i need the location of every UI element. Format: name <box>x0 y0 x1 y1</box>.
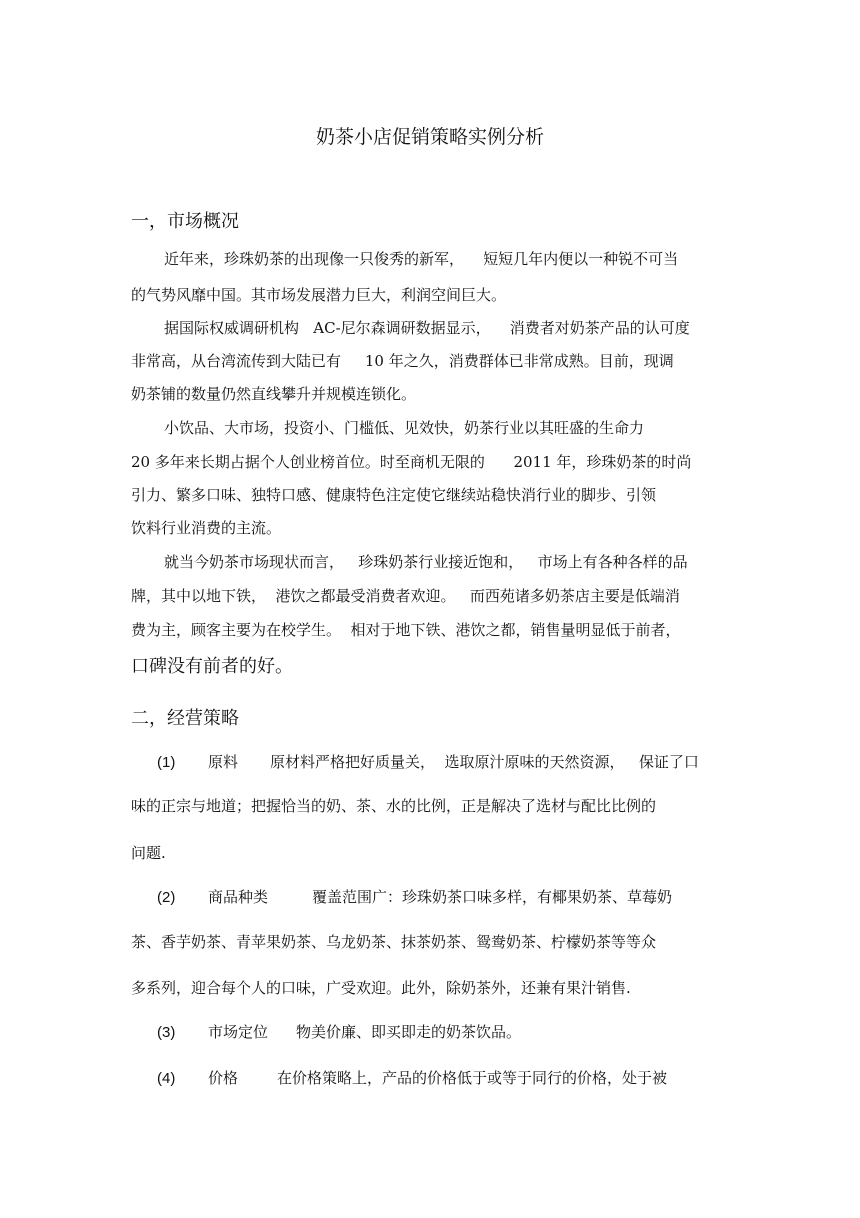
list-item-text: 覆盖范围广：珍珠奶茶口味多样，有椰果奶茶、草莓奶 <box>312 888 673 906</box>
paragraph-line: 非常高，从台湾流传到大陆已有 10 年之久，消费群体已非常成熟。目前，现调 <box>131 352 674 370</box>
list-item-label: 原料 <box>208 753 239 771</box>
document-title: 奶茶小店促销策略实例分析 <box>315 126 544 148</box>
list-item-label: 商品种类 <box>208 888 269 906</box>
list-item-label: 价格 <box>208 1069 239 1087</box>
paragraph-line: 奶茶铺的数量仍然直线攀升并规模连锁化。 <box>131 385 417 403</box>
paragraph-line: 小饮品、大市场，投资小、门槛低、见效快，奶茶行业以其旺盛的生命力 <box>164 419 645 437</box>
section-heading-market-overview: 一，市场概况 <box>131 211 239 232</box>
paragraph-line: 就当今奶茶市场现状而言， 珍珠奶茶行业接近饱和， 市场上有各种各样的品 <box>164 553 688 571</box>
list-item-text: 物美价廉、即买即走的奶茶饮品。 <box>296 1023 522 1041</box>
paragraph-line: 引力、繁多口味、独特口感、健康特色注定使它继续站稳快消行业的脚步、引领 <box>131 486 657 504</box>
paragraph-line: 牌，其中以地下铁， 港饮之都最受消费者欢迎。 而西苑诸多奶茶店主要是低端消 <box>131 587 680 605</box>
paragraph-line: 饮料行业消费的主流。 <box>131 519 282 537</box>
list-item-text: 味的正宗与地道；把握恰当的奶、茶、水的比例，正是解决了选材与配比比例的 <box>131 797 657 815</box>
list-item-text: 原材料严格把好质量关， 选取原汁原味的天然资源， 保证了口 <box>270 753 699 771</box>
list-item-number: (2) <box>157 889 176 906</box>
list-item-text: 在价格策略上，产品的价格低于或等于同行的价格，处于被 <box>277 1069 668 1087</box>
paragraph-line: 口碑没有前者的好。 <box>131 656 293 677</box>
list-item-text: 多系列，迎合每个人的口味，广受欢迎。此外，除奶茶外，还兼有果汁销售. <box>131 979 631 997</box>
paragraph-line: 的气势风靡中国。其市场发展潜力巨大，利润空间巨大。 <box>131 286 507 304</box>
list-item-label: 市场定位 <box>208 1023 269 1041</box>
paragraph-line: 近年来，珍珠奶茶的出现像一只俊秀的新军， 短短几年内便以一种锐不可当 <box>164 250 679 268</box>
list-item-text: 问题. <box>131 844 166 862</box>
paragraph-line: 费为主，顾客主要为在校学生。 相对于地下铁、港饮之都，销售量明显低于前者， <box>131 621 681 639</box>
list-item-text: 茶、香芋奶茶、青苹果奶茶、乌龙奶茶、抹茶奶茶、鸳鸯奶茶、柠檬奶茶等等众 <box>131 933 657 951</box>
list-item-number: (4) <box>157 1070 176 1087</box>
list-item-number: (1) <box>157 754 176 771</box>
paragraph-line: 20 多年来长期占据个人创业榜首位。时至商机无限的 2011 年，珍珠奶茶的时尚 <box>131 453 692 471</box>
section-heading-business-strategy: 二，经营策略 <box>131 708 239 729</box>
list-item-number: (3) <box>157 1024 176 1041</box>
paragraph-line: 据国际权威调研机构 AC-尼尔森调研数据显示， 消费者对奶茶产品的认可度 <box>164 319 690 337</box>
